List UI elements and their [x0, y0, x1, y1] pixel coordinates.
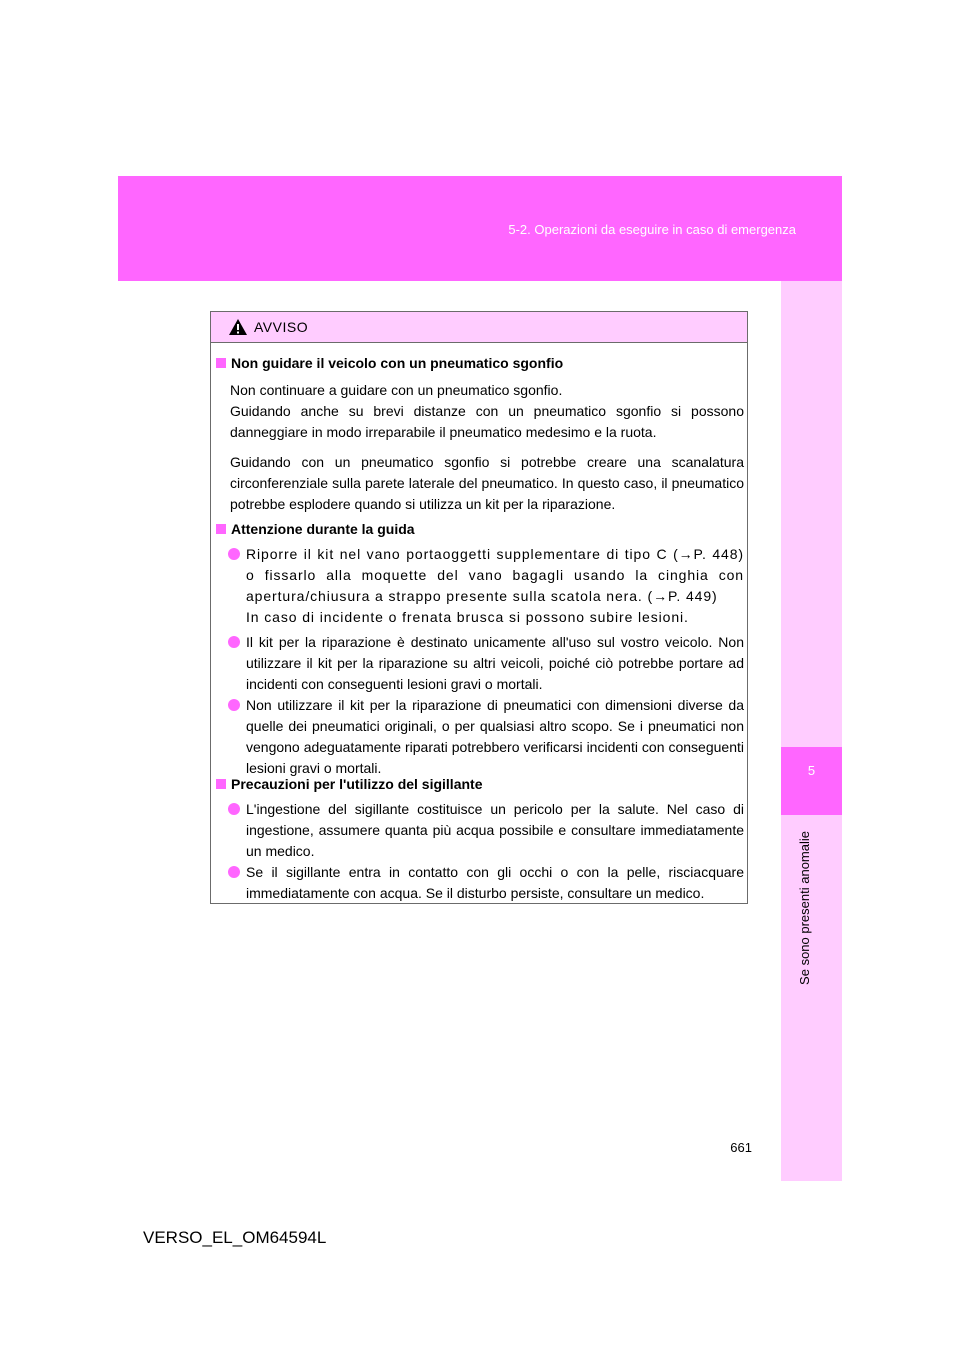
list-item: Il kit per la riparazione è destinato unicamente all'uso sul vostro veicolo. Non utilizzare il kit per la riparazione su altri veicoli, poiché ciò potrebbe portare ad incidenti con conseguenti lesioni gravi o mortali.	[246, 634, 744, 692]
circle-bullet-icon	[228, 866, 242, 880]
section-title: 5-2. Operazioni da eseguire in caso di emergenza	[508, 222, 796, 237]
warning-label: AVVISO	[254, 319, 309, 335]
paragraph: Guidando anche su brevi distanze con un pneumatico sgonfio si possono danneggiare in modo irreparabile il pneumatico medesimo e la ruota.	[230, 403, 744, 440]
circle-bullet-icon	[228, 699, 242, 713]
square-bullet-icon	[216, 524, 226, 534]
circle-bullet-icon	[228, 548, 242, 562]
section-heading-driving: Attenzione durante la guida	[216, 519, 415, 540]
list-item: L'ingestione del sigillante costituisce un pericolo per la salute. Nel caso di ingestione, assumere quanta più acqua possibile e consultare immediatamente un medico.	[246, 801, 744, 859]
section-heading-flat-tire: Non guidare il veicolo con un pneumatico sgonfio	[216, 353, 563, 374]
side-tab	[781, 281, 842, 1181]
list-item: In caso di incidente o frenata brusca si possono subire lesioni.	[246, 609, 689, 625]
list-item: Se il sigillante entra in contatto con gli occhi o con la pelle, risciacquare immediatamente con acqua. Se il disturbo persiste, consultare un medico.	[246, 864, 744, 901]
chapter-title: Se sono presenti anomalie	[797, 831, 812, 985]
chapter-number: 5	[807, 763, 816, 778]
square-bullet-icon	[216, 358, 226, 368]
warning-box	[210, 311, 748, 904]
document-code: VERSO_EL_OM64594L	[143, 1228, 327, 1247]
paragraph: Guidando con un pneumatico sgonfio si potrebbe creare una scanalatura circonferenziale sulla parete laterale del pneumatico. In questo caso, il pneumatico potrebbe esplodere quando si utilizza un kit per la riparazione.	[230, 454, 744, 512]
list-item: Riporre il kit nel vano portaoggetti supplementare di tipo C (→P. 448) o fissarlo alla moquette del vano bagagli usando la cinghia con apertura/chiusura a strappo presente sulla scatola nera. (→P. 449)	[246, 546, 744, 604]
list-item: Non utilizzare il kit per la riparazione di pneumatici con dimensioni diverse da quelle dei pneumatici originali, o per qualsiasi altro scopo. Se i pneumatici non vengono adeguatamente riparati potrebbero verificarsi incidenti con conseguenti lesioni gravi o mortali.	[246, 697, 744, 776]
section-heading-sealant: Precauzioni per l'utilizzo del sigillante	[216, 774, 483, 795]
chapter-number-box	[781, 747, 842, 815]
page-number: 661	[730, 1140, 752, 1155]
circle-bullet-icon	[228, 636, 242, 650]
paragraph: Non continuare a guidare con un pneumatico sgonfio.	[230, 382, 563, 398]
warning-header	[211, 312, 747, 343]
circle-bullet-icon	[228, 803, 242, 817]
header-band	[118, 176, 842, 281]
warning-triangle-icon	[228, 318, 248, 336]
square-bullet-icon	[216, 779, 226, 789]
